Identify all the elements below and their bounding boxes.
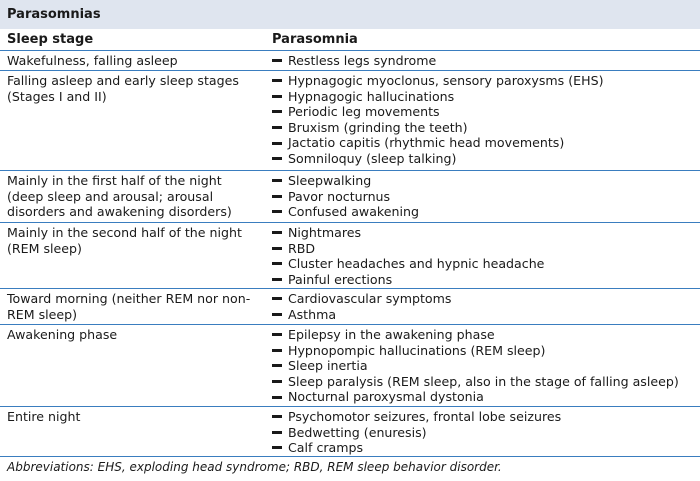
list-item (272, 327, 679, 343)
sleep-stage-cell: Mainly in the first half of the night (deep sleep and arousal; arousal disorders and awakening disorders) (7, 173, 232, 220)
parasomnia-label: Hypnopompic hallucinations (REM sleep) (288, 342, 546, 358)
dash-bullet-icon (272, 157, 282, 160)
dash-bullet-icon (272, 313, 282, 316)
dash-bullet-icon (272, 396, 282, 399)
dash-bullet-icon (272, 179, 282, 182)
table-row (0, 407, 700, 457)
list-item (272, 291, 451, 307)
parasomnia-list (272, 53, 436, 69)
dash-bullet-icon (272, 79, 282, 82)
list-item (272, 89, 604, 105)
parasomnia-label: Hypnagogic myoclonus, sensory paroxysms (EHS) (288, 73, 604, 88)
parasomnia-label: Sleep inertia (288, 358, 368, 374)
dash-bullet-icon (272, 333, 282, 336)
parasomnia-list (272, 409, 561, 456)
sleep-stage-cell: Entire night (7, 409, 81, 424)
parasomnia-label: Nightmares (288, 225, 362, 240)
table-row (0, 289, 700, 325)
list-item (272, 256, 544, 272)
column-header-sleep-stage: Sleep stage (7, 32, 94, 47)
list-item (272, 389, 679, 405)
dash-bullet-icon (272, 364, 282, 367)
list-item (272, 189, 419, 205)
parasomnia-label: Calf cramps (288, 440, 364, 456)
sleep-stage-cell: Toward morning (neither REM nor non-REM sleep) (7, 291, 251, 322)
sleep-stage-cell: Falling asleep and early sleep stages (Stages I and II) (7, 73, 239, 104)
parasomnia-label: Epilepsy in the awakening phase (288, 327, 495, 342)
table-title-bar (0, 0, 700, 29)
parasomnia-label: Confused awakening (288, 204, 419, 220)
dash-bullet-icon (272, 431, 282, 434)
parasomnia-list (272, 291, 451, 322)
list-item (272, 173, 419, 189)
parasomnia-label: Asthma (288, 306, 337, 322)
dash-bullet-icon (272, 262, 282, 265)
dash-bullet-icon (272, 95, 282, 98)
sleep-stage-cell: Mainly in the second half of the night (REM sleep) (7, 225, 242, 256)
parasomnia-list (272, 225, 544, 287)
dash-bullet-icon (272, 210, 282, 213)
list-item (272, 307, 451, 323)
list-item (272, 343, 679, 359)
dash-bullet-icon (272, 446, 282, 449)
parasomnia-label: Pavor nocturnus (288, 188, 391, 204)
parasomnia-label: Psychomotor seizures, frontal lobe seizures (288, 409, 562, 424)
parasomnia-label: Hypnagogic hallucinations (288, 88, 455, 104)
table-header-row (0, 29, 700, 51)
parasomnia-list (272, 73, 604, 167)
table-row (0, 171, 700, 223)
parasomnia-label: Sleepwalking (288, 173, 372, 188)
list-item (272, 440, 561, 456)
dash-bullet-icon (272, 110, 282, 113)
list-item (272, 409, 561, 425)
list-item (272, 104, 604, 120)
table-footnote: Abbreviations: EHS, exploding head syndrome; RBD, REM sleep behavior disorder. (7, 460, 502, 474)
dash-bullet-icon (272, 231, 282, 234)
dash-bullet-icon (272, 142, 282, 145)
parasomnia-label: Periodic leg movements (288, 104, 440, 120)
list-item (272, 425, 561, 441)
dash-bullet-icon (272, 59, 282, 62)
dash-bullet-icon (272, 380, 282, 383)
dash-bullet-icon (272, 349, 282, 352)
table-row (0, 51, 700, 71)
list-item (272, 120, 604, 136)
parasomnia-label: Restless legs syndrome (288, 53, 437, 68)
list-item (272, 225, 544, 241)
list-item (272, 151, 604, 167)
dash-bullet-icon (272, 247, 282, 250)
column-header-parasomnia: Parasomnia (272, 32, 358, 47)
table-row (0, 325, 700, 407)
sleep-stage-cell: Wakefulness, falling asleep (7, 53, 178, 68)
list-item (272, 241, 544, 257)
list-item (272, 204, 419, 220)
table-row (0, 223, 700, 289)
parasomnia-label: Bruxism (grinding the teeth) (288, 119, 468, 135)
parasomnia-list (272, 327, 679, 405)
parasomnia-label: Sleep paralysis (REM sleep, also in the stage of falling asleep) (288, 373, 679, 389)
dash-bullet-icon (272, 297, 282, 300)
list-item (272, 73, 604, 89)
parasomnia-label: RBD (288, 240, 316, 256)
parasomnia-label: Painful erections (288, 271, 393, 287)
list-item (272, 374, 679, 390)
list-item (272, 53, 436, 69)
list-item (272, 358, 679, 374)
dash-bullet-icon (272, 195, 282, 198)
table-row (0, 71, 700, 171)
parasomnia-label: Somniloquy (sleep talking) (288, 150, 457, 166)
parasomnia-label: Nocturnal paroxysmal dystonia (288, 389, 484, 405)
parasomnia-label: Bedwetting (enuresis) (288, 424, 427, 440)
dash-bullet-icon (272, 126, 282, 129)
dash-bullet-icon (272, 278, 282, 281)
parasomnia-list (272, 173, 419, 220)
parasomnia-label: Cluster headaches and hypnic headache (288, 256, 545, 272)
sleep-stage-cell: Awakening phase (7, 327, 118, 342)
list-item (272, 272, 544, 288)
dash-bullet-icon (272, 415, 282, 418)
parasomnia-label: Cardiovascular symptoms (288, 291, 452, 306)
parasomnia-label: Jactatio capitis (rhythmic head movements) (288, 135, 565, 151)
list-item (272, 135, 604, 151)
parasomnias-table (0, 29, 700, 457)
table-title: Parasomnias (7, 7, 101, 22)
